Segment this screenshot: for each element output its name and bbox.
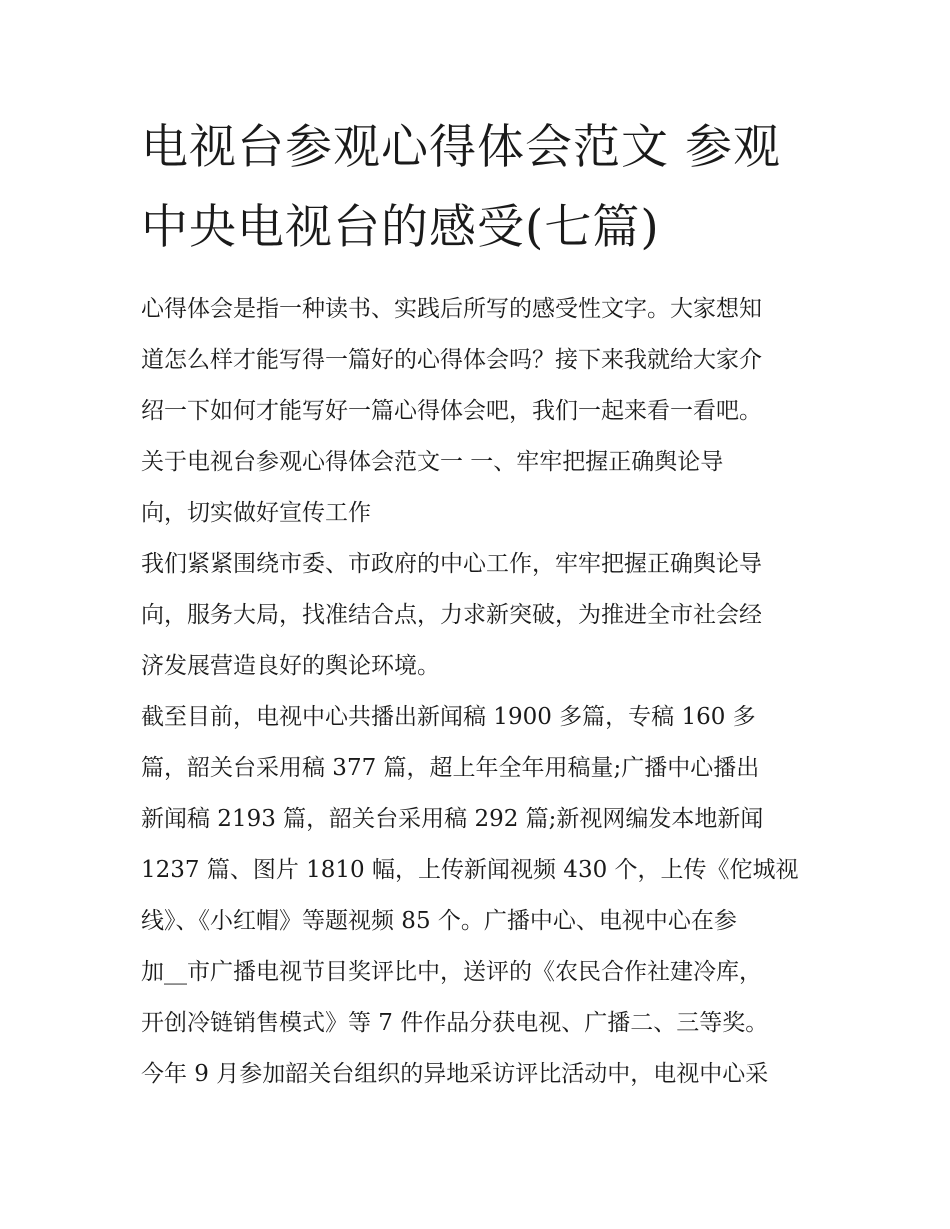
text-line: 1237 篇、图片 1810 幅，上传新闻视频 430 个，上传《佗城视	[141, 857, 799, 883]
text-line: 今年 9 月参加韶关台组织的异地采访评比活动中，电视中心采	[141, 1061, 769, 1087]
text-line: 加__市广播电视节目奖评比中，送评的《农民合作社建冷库，	[141, 959, 762, 985]
text-line: 济发展营造良好的舆论环境。	[141, 653, 440, 679]
document-page	[141, 108, 813, 1100]
text-line: 开创冷链销售模式》等 7 件作品分获电视、广播二、三等奖。	[141, 1010, 769, 1036]
paragraph-section-heading	[141, 437, 813, 539]
text-line: 新闻稿 2193 篇，韶关台采用稿 292 篇;新视网编发本地新闻	[141, 806, 764, 832]
paragraph-statistics	[141, 692, 813, 1100]
text-line: 向，切实做好宣传工作	[141, 500, 371, 526]
paragraph-work-focus	[141, 539, 813, 692]
text-line: 我们紧紧围绕市委、市政府的中心工作，牢牢把握正确舆论导	[141, 551, 762, 577]
text-line: 绍一下如何才能写好一篇心得体会吧，我们一起来看一看吧。	[141, 398, 762, 424]
text-line: 向，服务大局，找准结合点，力求新突破，为推进全市社会经	[141, 602, 762, 628]
text-line: 关于电视台参观心得体会范文一 一、牢牢把握正确舆论导	[141, 449, 724, 475]
text-line: 道怎么样才能写得一篇好的心得体会吗？接下来我就给大家介	[141, 347, 762, 373]
document-title	[141, 108, 801, 268]
text-line: 心得体会是指一种读书、实践后所写的感受性文字。大家想知	[141, 296, 762, 322]
text-line: 篇，韶关台采用稿 377 篇，超上年全年用稿量;广播中心播出	[141, 755, 760, 781]
title-line: 中央电视台的感受(七篇)	[141, 200, 660, 255]
document-body	[141, 284, 813, 1100]
text-line: 截至目前，电视中心共播出新闻稿 1900 多篇，专稿 160 多	[141, 704, 756, 730]
text-line: 线》、《小红帽》等题视频 85 个。广播中心、电视中心在参	[141, 908, 737, 934]
title-line: 电视台参观心得体会范文 参观	[141, 120, 781, 175]
paragraph-intro	[141, 284, 813, 437]
